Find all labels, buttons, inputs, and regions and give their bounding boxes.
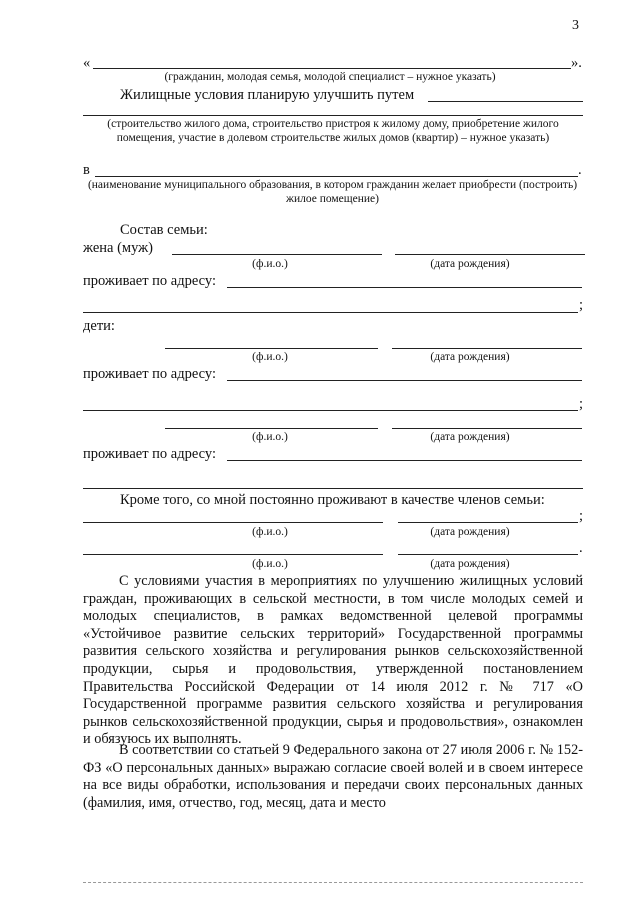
other2-fio-line <box>83 554 383 555</box>
child1-address-label: проживает по адресу: <box>83 366 216 382</box>
others-text: Кроме того, со мной постоянно проживают в качестве членов семьи: <box>120 492 545 508</box>
quote-open: « <box>83 55 91 71</box>
page-bottom-edge <box>83 882 583 883</box>
family-heading: Состав семьи: <box>120 222 208 238</box>
child1-address-line-2 <box>83 410 578 411</box>
category-field-line <box>93 68 571 69</box>
other1-semicolon: ; <box>579 508 584 524</box>
other1-birth-line <box>398 522 578 523</box>
quote-close: ». <box>571 55 582 71</box>
other2-birth-note: (дата рождения) <box>430 558 510 570</box>
in-label: в <box>83 162 90 178</box>
page-number: 3 <box>572 18 579 33</box>
spouse-fio-note: (ф.и.о.) <box>252 258 288 270</box>
child1-address-semicolon: ; <box>579 396 584 412</box>
spouse-address-line <box>227 287 582 288</box>
child1-fio-note: (ф.и.о.) <box>252 351 288 363</box>
improve-text: Жилищные условия планирую улучшить путем <box>120 87 415 103</box>
other2-fio-note: (ф.и.о.) <box>252 558 288 570</box>
method-note: (строительство жилого дома, строительство пристроя к жилому дому, приобретение жилого помещения, участие в долевом строительстве жилых домов (квартир) – нужное указать) <box>107 118 559 144</box>
spouse-address-label: проживает по адресу: <box>83 273 216 289</box>
category-note: (гражданин, молодая семья, молодой специалист – нужное указать) <box>164 71 496 83</box>
municipality-period: . <box>578 162 582 178</box>
child1-address-line <box>227 380 582 381</box>
child1-fio-line <box>165 348 378 349</box>
spouse-birth-note: (дата рождения) <box>430 258 510 270</box>
child1-birth-line <box>392 348 582 349</box>
other1-birth-note: (дата рождения) <box>430 526 510 538</box>
municipality-note: (наименование муниципального образования, в котором гражданин желает приобрести (построить) жилое помещение) <box>87 179 578 205</box>
children-label: дети: <box>83 318 115 334</box>
child2-address-line <box>227 460 582 461</box>
improve-field-line <box>428 101 583 102</box>
other2-birth-line <box>398 554 578 555</box>
method-field-line <box>83 115 583 116</box>
child2-address-label: проживает по адресу: <box>83 446 216 462</box>
other1-fio-line <box>83 522 383 523</box>
child2-birth-note: (дата рождения) <box>430 431 510 443</box>
personal-data-paragraph: В соответствии со статьей 9 Федерального закона от 27 июля 2006 г. № 152-ФЗ «О персональных данных» выражаю согласие своей волей и в своем интересе на все виды обработки, использования и передачи своих персональных данных (фамилия, имя, отчество, год, месяц, дата и место <box>83 742 583 811</box>
spouse-address-semicolon: ; <box>579 297 584 313</box>
child2-birth-line <box>392 428 582 429</box>
child2-fio-line <box>165 428 378 429</box>
municipality-field-line <box>95 176 578 177</box>
spouse-address-line-2 <box>83 312 578 313</box>
child1-birth-note: (дата рождения) <box>430 351 510 363</box>
other1-fio-note: (ф.и.о.) <box>252 526 288 538</box>
conditions-paragraph: С условиями участия в мероприятиях по улучшению жилищных условий граждан, проживающих в сельской местности, в том числе молодых семей и молодых специалистов, в рамках ведомственной целевой программы «Устойчивое развитие сельских территорий» Государственной программы развития сельского хозяйства и регулирования рынков сельскохозяйственной продукции, сырья и продовольствия, утвержденной постановлением Правительства Российской Федерации от 14 июля 2012 г. № 717 «О Государственной программе развития сельского хозяйства и регулирования рынков сельскохозяйственной продукции, сырья и продовольствия», ознакомлен и обязуюсь их выполнять. <box>83 573 583 748</box>
other2-period: . <box>579 540 583 556</box>
spouse-fio-line <box>172 254 382 255</box>
spouse-label: жена (муж) <box>83 240 153 256</box>
child2-fio-note: (ф.и.о.) <box>252 431 288 443</box>
child2-address-line-2 <box>83 488 583 489</box>
spouse-birth-line <box>395 254 585 255</box>
